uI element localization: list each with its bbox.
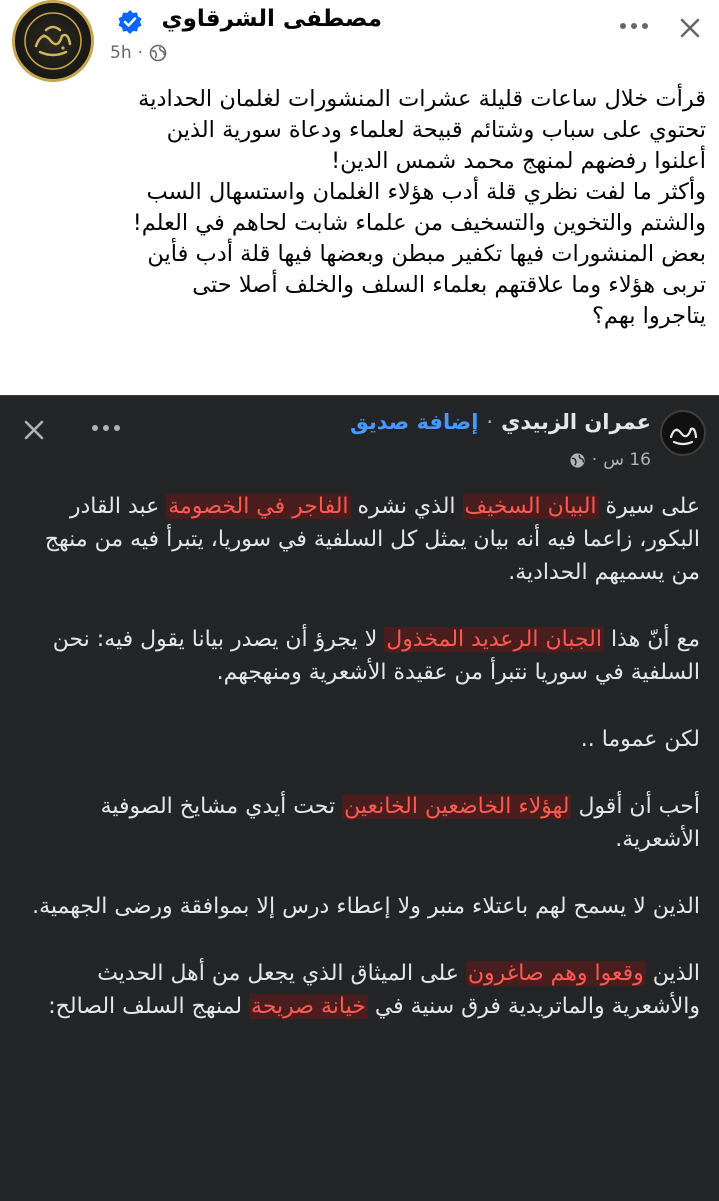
name-separator: ·: [486, 410, 494, 434]
shared-paragraph: [28, 490, 700, 589]
paragraph-text: على سيرة: [598, 494, 700, 519]
post-text-line: يتاجروا بهم؟: [591, 303, 706, 329]
paragraph-text: الذي نشره: [350, 494, 463, 519]
highlighted-phrase: البيان السخيف: [464, 494, 597, 519]
shared-close-button[interactable]: [16, 412, 52, 448]
paragraph-text: أحب أن أقول: [571, 794, 700, 819]
post-text-line: أعلنوا رفضهم لمنهج محمد شمس الدين!: [331, 148, 706, 174]
globe-icon: [149, 44, 167, 62]
calligraphy-avatar-icon: [665, 415, 701, 451]
shared-paragraph: [28, 790, 700, 856]
close-icon: [678, 16, 702, 40]
post-meta: [110, 43, 167, 63]
world-icon: [569, 452, 586, 469]
shared-more-options-button[interactable]: [86, 416, 126, 440]
meta-separator: ·: [137, 43, 143, 63]
paragraph-text: مع أنّ هذا: [603, 627, 700, 652]
shared-paragraph: [28, 890, 700, 923]
paragraph-text: تحت أيدي مشايخ الصوفية الأشعرية.: [100, 794, 700, 852]
shared-author-row: [350, 410, 651, 434]
more-options-button[interactable]: [614, 14, 654, 38]
post-text-line: وأكثر ما لفت نظري قلة أدب هؤلاء الغلمان واستسهال السب: [146, 179, 706, 205]
calligraphy-logo-icon: [22, 10, 84, 72]
shared-author-name[interactable]: عمران الزبيدي: [501, 410, 651, 434]
shared-meta-dot: ·: [591, 450, 598, 470]
post-text: [14, 84, 706, 332]
highlighted-phrase: الجبان الرعديد المخذول: [386, 627, 602, 652]
shared-time[interactable]: 16 س: [603, 450, 651, 470]
post-author-name[interactable]: مصطفى الشرقاوي: [161, 6, 382, 32]
paragraph-text: على الميثاق الذي يجعل من أهل الحديث والأشعرية والماتريدية فرق سنية في: [97, 961, 700, 1019]
highlighted-phrase: خيانة صريحة: [251, 994, 366, 1019]
shared-paragraph: [28, 623, 700, 689]
paragraph-text: عبد القادر البكور، زاعما فيه أنه بيان يمثل كل السلفية في سوريا، يتبرأ فيه من منهج من يسميهم الحدادية.: [44, 494, 700, 585]
paragraph-text: الذين: [645, 961, 700, 986]
paragraph-text: لا يجرؤ أن يصدر بيانا يقول فيه: نحن السلفية في سوريا نتبرأ من عقيدة الأشعرية ومنهجهم.: [52, 627, 700, 685]
post-header: [0, 0, 719, 80]
post-text-line: بعض المنشورات فيها تكفير مبطن وبعضها فيها قلة أدب فأين: [147, 241, 706, 267]
paragraph-text: الذين لا يسمح لهم باعتلاء منبر ولا إعطاء درس إلا بموافقة ورضى الجهمية.: [32, 894, 700, 919]
post-time[interactable]: 5h: [110, 43, 132, 63]
paragraph-text: لكن عموما ..: [580, 727, 700, 752]
more-options-icon: [618, 22, 650, 30]
close-button[interactable]: [670, 8, 710, 48]
shared-post-card: [0, 395, 719, 1201]
highlighted-phrase: الفاجر في الخصومة: [168, 494, 349, 519]
shared-meta: [569, 450, 651, 470]
post-text-line: قرأت خلال ساعات قليلة عشرات المنشورات لغلمان الحدادية: [138, 86, 706, 112]
post-text-line: تحتوي على سباب وشتائم قبيحة لعلماء ودعاة سورية الذين: [166, 117, 706, 143]
author-avatar[interactable]: [12, 0, 94, 82]
highlighted-phrase: لهؤلاء الخاضعين الخانعين: [344, 794, 570, 819]
shared-paragraph: [28, 723, 700, 756]
paragraph-text: لمنهج السلف الصالح:: [48, 994, 250, 1019]
close-icon: [22, 418, 46, 442]
add-friend-link[interactable]: إضافة صديق: [349, 410, 479, 434]
verified-badge-icon: [117, 9, 143, 35]
highlighted-phrase: وقعوا وهم صاغرون: [467, 961, 644, 986]
post-text-line: والشتم والتخوين والتسخيف من علماء شابت لحاهم في العلم!: [132, 210, 706, 236]
shared-paragraph: [28, 957, 700, 1023]
shared-author-avatar[interactable]: [660, 410, 706, 456]
shared-post-body: [28, 490, 700, 1057]
post-text-line: تربى هؤلاء وما علاقتهم بعلماء السلف والخلف أصلا حتى: [192, 272, 706, 298]
more-options-icon: [90, 424, 122, 432]
